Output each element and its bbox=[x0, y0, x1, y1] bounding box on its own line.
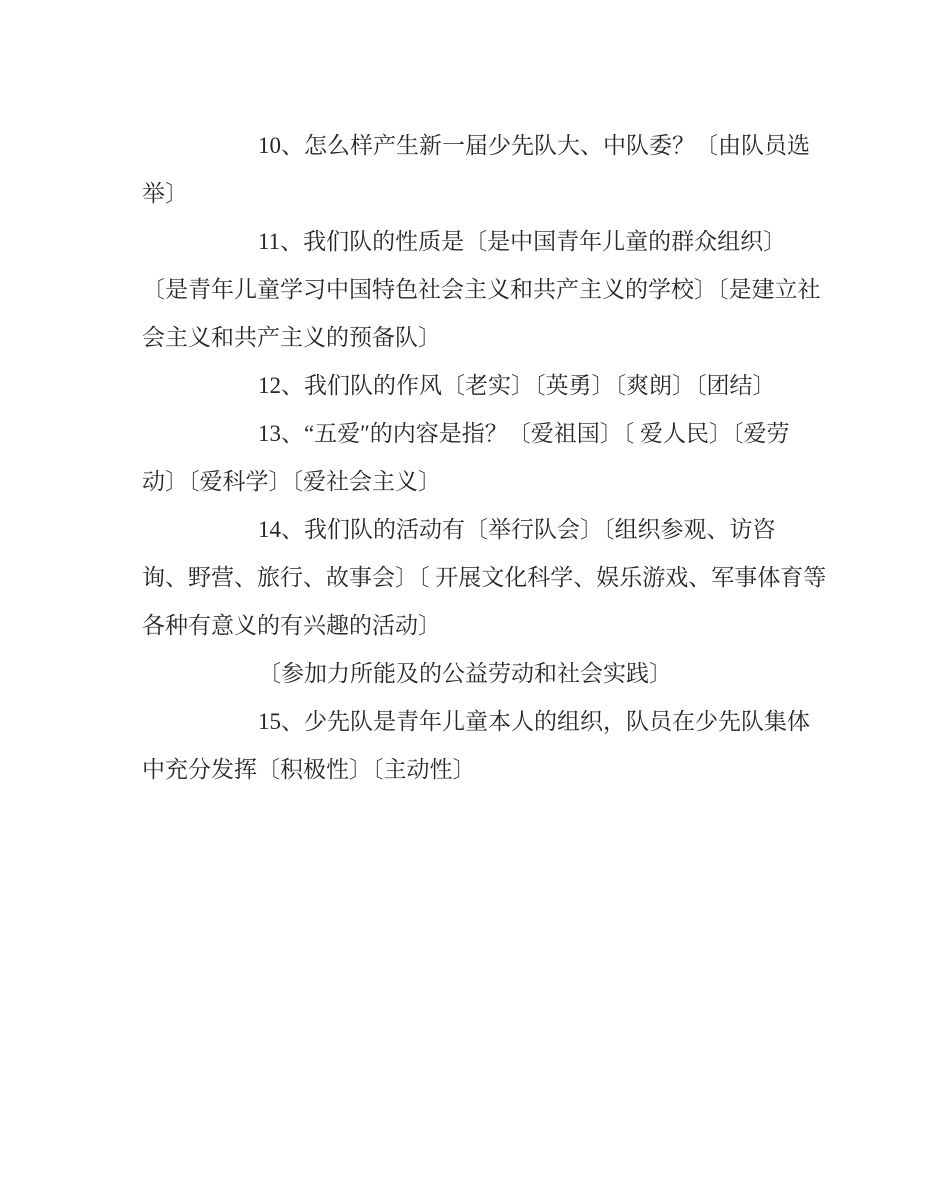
text-line: 10、怎么样产生新一届少先队大、中队委？〔由队员选 bbox=[258, 133, 810, 158]
document-body bbox=[142, 122, 862, 794]
text-line: 询、野营、旅行、故事会〕〔 开展文化科学、娱乐游戏、军事体育等 bbox=[142, 565, 827, 590]
text-line: 动〕〔爱科学〕〔爱社会主义〕 bbox=[142, 469, 441, 494]
text-line: 中充分发挥〔积极性〕〔主动性〕 bbox=[142, 757, 476, 782]
text-line: 〔参加力所能及的公益劳动和社会实践〕 bbox=[258, 661, 672, 686]
text-line: 11、我们队的性质是〔是中国青年儿童的群众组织〕 bbox=[258, 229, 787, 254]
text-line: 15、少先队是青年儿童本人的组织，队员在少先队集体 bbox=[258, 709, 810, 734]
text-line: 13、“五爱″的内容是指？〔爱祖国〕〔 爱人民〕〔爱劳 bbox=[258, 421, 790, 446]
text-line: 举〕 bbox=[142, 181, 188, 206]
text-line: 14、我们队的活动有〔举行队会〕〔组织参观、访咨 bbox=[258, 517, 776, 542]
text-line: 各种有意义的有兴趣的活动〕 bbox=[142, 613, 441, 638]
text-line: 会主义和共产主义的预备队〕 bbox=[142, 325, 441, 350]
text-line: 〔是青年儿童学习中国特色社会主义和共产主义的学校〕〔是建立社 bbox=[142, 277, 821, 302]
text-line: 12、我们队的作风〔老实〕〔英勇〕〔爽朗〕〔团结〕 bbox=[258, 373, 776, 398]
